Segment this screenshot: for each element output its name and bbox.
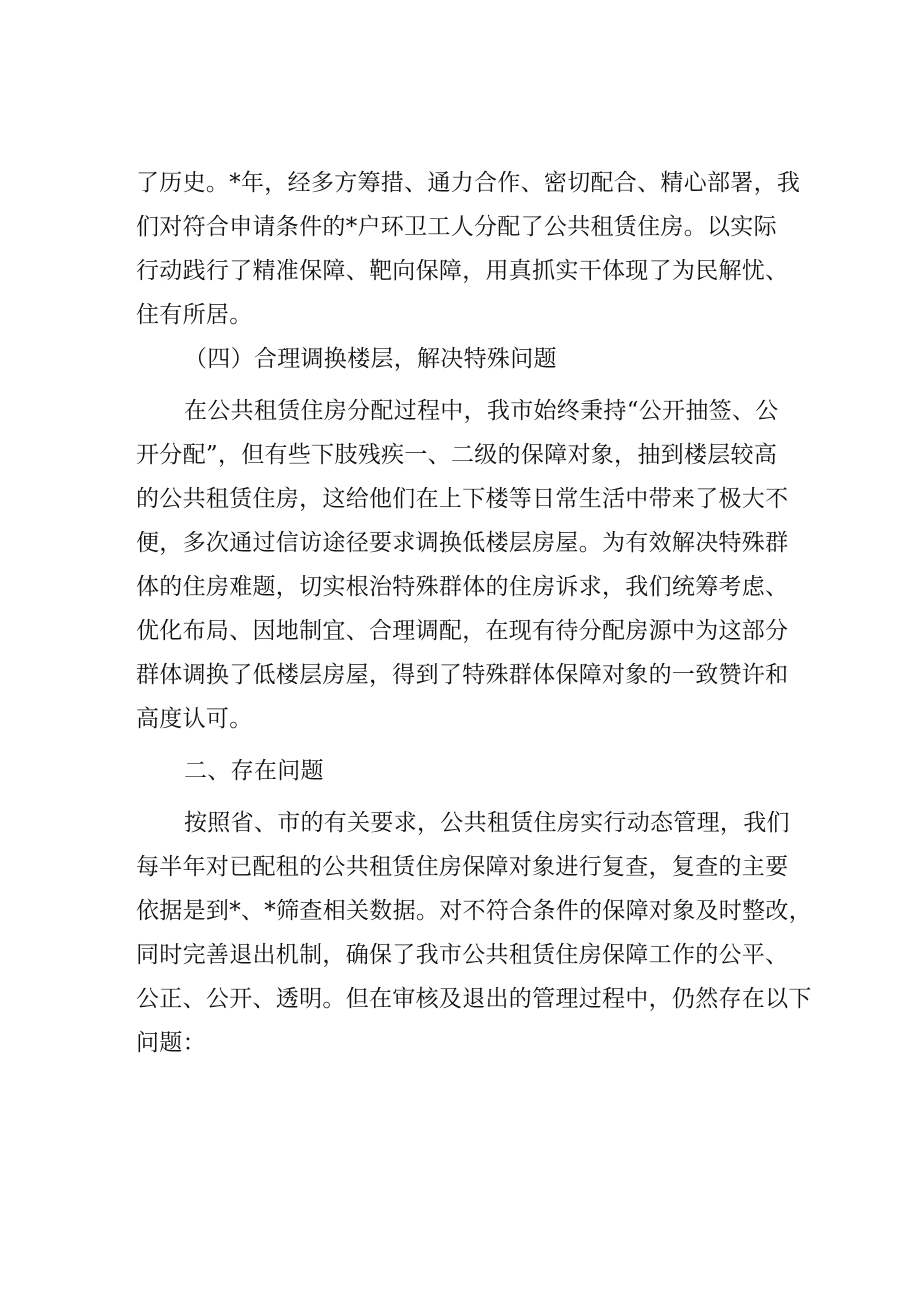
paragraph-2-line-8: 高度认可。 [136, 706, 253, 732]
paragraph-1-line-3: 行动践行了精准保障、靶向保障，用真抓实干体现了为民解忧、 [136, 258, 789, 284]
paragraph-2-line-5: 体的住房难题，切实根治特殊群体的住房诉求，我们统筹考虑、 [136, 574, 789, 600]
paragraph-3-line-4: 同时完善退出机制，确保了我市公共租赁住房保障工作的公平、 [136, 942, 789, 968]
paragraph-1-line-2: 们对符合申请条件的*户环卫工人分配了公共租赁住房。以实际 [136, 214, 777, 240]
paragraph-2-line-6: 优化布局、因地制宜、合理调配，在现有待分配房源中为这部分 [136, 618, 789, 644]
paragraph-2-line-4: 便，多次通过信访途径要求调换低楼层房屋。为有效解决特殊群 [136, 530, 789, 556]
paragraph-3-line-3: 依据是到*、*筛查相关数据。对不符合条件的保障对象及时整改， [136, 898, 812, 924]
subheading-4: （四）合理调换楼层，解决特殊问题 [184, 346, 557, 372]
paragraph-3-line-5: 公正、公开、透明。但在审核及退出的管理过程中，仍然存在以下 [136, 986, 812, 1012]
paragraph-2-line-7: 群体调换了低楼层房屋，得到了特殊群体保障对象的一致赞许和 [136, 662, 789, 688]
paragraph-1-line-1: 了历史。*年，经多方筹措、通力合作、密切配合、精心部署，我 [136, 170, 801, 196]
paragraph-3-line-2: 每半年对已配租的公共租赁住房保障对象进行复查，复查的主要 [136, 854, 789, 880]
paragraph-2-line-3: 的公共租赁住房，这给他们在上下楼等日常生活中带来了极大不 [136, 486, 789, 512]
section-2-title: 二、存在问题 [184, 758, 324, 784]
paragraph-2-line-2: 开分配”，但有些下肢残疾一、二级的保障对象，抽到楼层较高 [136, 442, 778, 468]
paragraph-3-line-6: 问题： [136, 1030, 206, 1056]
paragraph-2-line-1: 在公共租赁住房分配过程中，我市始终秉持“公开抽签、公 [184, 398, 779, 424]
paragraph-3-line-1: 按照省、市的有关要求，公共租赁住房实行动态管理，我们 [184, 810, 790, 836]
paragraph-1-line-4: 住有所居。 [136, 302, 253, 328]
